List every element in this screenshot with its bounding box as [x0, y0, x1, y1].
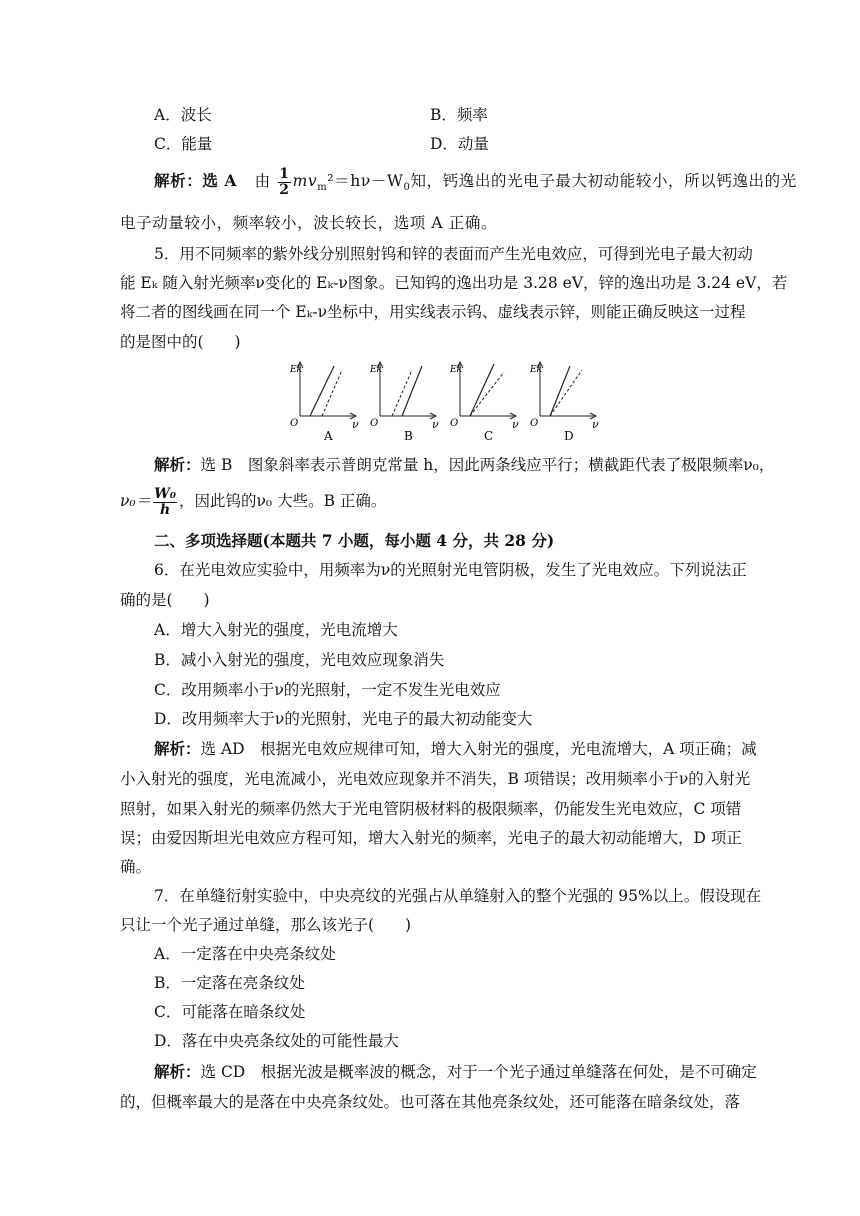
graph-letter: D [564, 429, 574, 443]
formula-m: m [292, 172, 308, 190]
graph-y-label: Ek [370, 365, 383, 375]
solution-text: 选 B 图象斜率表示普朗克常量 h，因此两条线应平行；横截距代表了极限频率ν₀， [200, 456, 775, 474]
q6-solution-line1 [154, 739, 757, 759]
q7-option-a: A．一定落在中央亮条纹处 [154, 945, 336, 963]
graph-x-label: ν [512, 418, 519, 431]
q6-solution-line5: 确。 [120, 858, 152, 876]
q4-option-a: A．波长 [154, 106, 212, 124]
formula-v: v [307, 172, 318, 190]
q6-line2: 确的是( ) [120, 591, 210, 609]
tungsten-line [402, 366, 422, 416]
solution-text: 知，钙逸出的光电子最大初动能较小，所以钙逸出的光 [410, 172, 797, 190]
graph-x-label: ν [592, 418, 599, 431]
q7-solution-line1 [154, 1062, 757, 1082]
q7-line2: 只让一个光子通过单缝，那么该光子( ) [120, 916, 412, 934]
q6-solution-line3: 照射，如果入射光的频率仍然大于光电管阴极材料的极限频率，仍能发生光电效应，C 项错 [120, 800, 742, 818]
solution-choice: 选 A [202, 171, 238, 190]
zinc-line [322, 370, 342, 416]
q5-line3: 将二者的图线画在同一个 Eₖ-ν坐标中，用实线表示钨、虚线表示锌，则能正确反映这一过程 [120, 303, 746, 321]
solution-text: ν₀＝ [120, 492, 152, 510]
graph-origin-label: O [290, 418, 299, 429]
q6-line1: 6．在光电效应实验中，用频率为ν的光照射光电管阴极，发生了光电效应。下列说法正 [154, 561, 747, 579]
graph-y-label: Ek [530, 365, 543, 375]
solution-text: 选 CD 根据光波是概率波的概念，对于一个光子通过单缝落在何处，是不可确定 [200, 1063, 757, 1081]
q7-option-d: D．落在中央亮条纹处的可能性最大 [154, 1032, 399, 1050]
fraction-w0-h: $\frac{\text{W₀}}{h}$ [154, 485, 176, 518]
q5-graphs [286, 358, 606, 446]
q4-solution-line2: 电子动量较小，频率较小，波长较长，选项 A 正确。 [120, 214, 498, 232]
zinc-line [392, 370, 412, 416]
tungsten-line [310, 366, 334, 416]
q5-solution-line2 [120, 486, 386, 518]
solution-text: 选 AD 根据光电效应规律可知，增大入射光的强度，光电流增大，A 项正确；减 [200, 740, 757, 758]
q5-solution-line1 [154, 455, 774, 475]
q5-line2: 能 Eₖ 随入射光频率ν变化的 Eₖ-ν图象。已知钨的逸出功是 3.28 eV，锌的逸出功是 3.24 eV，若 [120, 274, 788, 292]
graph-x-label: ν [352, 418, 359, 431]
solution-label: 解析： [154, 739, 201, 758]
q6-solution-line2: 小入射光的强度，光电流减小，光电效应现象并不消失，B 项错误；改用频率小于ν的入射光 [120, 770, 751, 788]
solution-text: 由 [254, 172, 271, 190]
fraction-half: $\frac{1}{2}$ [279, 165, 290, 198]
formula-rest: ²＝hν－W [327, 172, 404, 190]
graph-letter: B [404, 429, 413, 443]
graph-y-label: Ek [290, 365, 303, 375]
q7-line1: 7．在单缝衍射实验中，中央亮纹的光强占从单缝射入的整个光强的 95%以上。假设现在 [154, 887, 762, 905]
q6-option-a: A．增大入射光的强度，光电流增大 [154, 621, 398, 639]
tungsten-line [470, 364, 494, 416]
solution-label: 解析： [154, 1062, 201, 1081]
section-heading: 二、多项选择题(本题共 7 小题，每小题 4 分，共 28 分) [154, 531, 555, 550]
graph-letter: A [324, 429, 333, 443]
q4-option-b: B．频率 [430, 106, 488, 124]
q6-solution-line4: 误；由爱因斯坦光电效应方程可知，增大入射光的频率，光电子的最大初动能增大，D 项正 [120, 829, 742, 847]
q7-option-c: C．可能落在暗条纹处 [154, 1003, 306, 1021]
graph-origin-label: O [530, 418, 539, 429]
solution-label: 解析： [154, 455, 201, 474]
graph-y-label: Ek [450, 365, 463, 375]
q6-option-d: D．改用频率大于ν的光照射，光电子的最大初动能变大 [154, 710, 533, 728]
q6-option-c: C．改用频率小于ν的光照射，一定不发生光电效应 [154, 681, 501, 699]
q6-option-b: B．减小入射光的强度，光电效应现象消失 [154, 651, 445, 669]
q4-solution-line1 [154, 166, 797, 203]
graph-origin-label: O [450, 418, 459, 429]
q7-solution-line2: 的，但概率最大的是落在中央亮条纹处。也可落在其他亮条纹处，还可能落在暗条纹处，落 [120, 1093, 741, 1111]
solution-text: ，因此钨的ν₀ 大些。B 正确。 [179, 492, 387, 510]
formula-w-sub: 0 [403, 182, 411, 194]
q5-line1: 5．用不同频率的紫外线分别照射钨和锌的表面而产生光电效应，可得到光电子最大初动 [154, 245, 753, 263]
q7-option-b: B．一定落在亮条纹处 [154, 974, 305, 992]
graph-letter: C [484, 429, 494, 443]
q4-option-c: C．能量 [154, 135, 213, 153]
q4-option-d: D．动量 [430, 135, 489, 153]
formula-sub: m [317, 182, 328, 194]
graph-origin-label: O [370, 418, 379, 429]
solution-label: 解析： [154, 171, 203, 190]
q5-line4: 的是图中的( ) [120, 333, 241, 351]
graph-x-label: ν [432, 418, 439, 431]
